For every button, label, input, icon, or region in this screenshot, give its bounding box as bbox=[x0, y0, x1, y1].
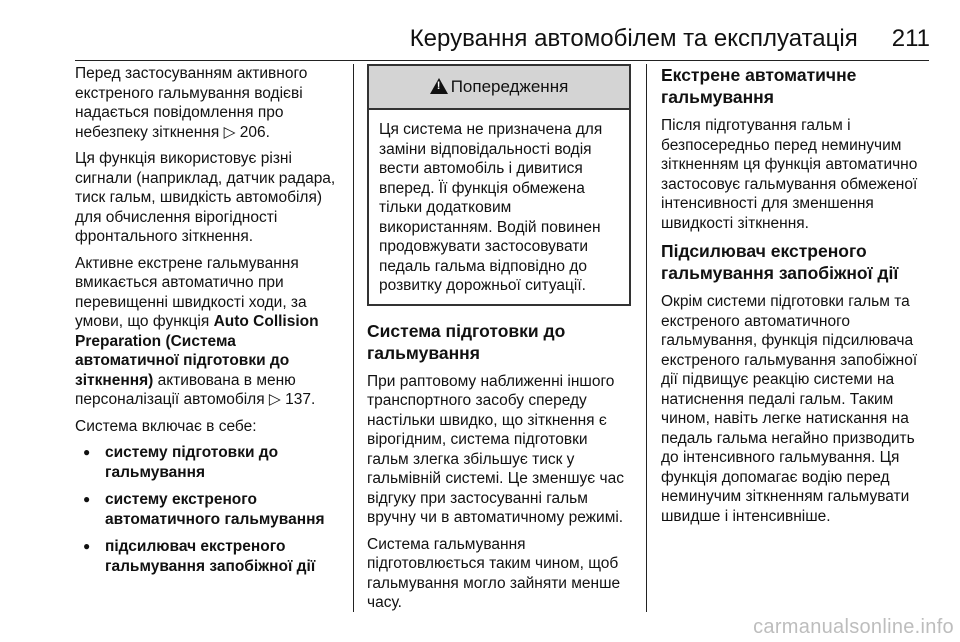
section-heading: Екстрене автоматичне гальмування bbox=[661, 65, 857, 107]
system-list bbox=[75, 443, 340, 576]
paragraph: Після підготування гальм і безпосередньо перед неминучим зіткненням ця функція автоматично застосовує гальмування обмеженої інтенсивності для зменшення швидкості зіткнення. bbox=[661, 117, 918, 232]
header-rule bbox=[75, 60, 929, 61]
list-item: ● систему екстреного автоматичного гальмування bbox=[75, 490, 340, 529]
watermark-logo: carmanualsonline.info bbox=[753, 616, 954, 638]
warning-title: Попередження bbox=[450, 77, 569, 96]
list-item: ● систему підготовки до гальмування bbox=[75, 443, 340, 482]
list-item: ● підсилювач екстреного гальмування запобіжної дії bbox=[75, 537, 340, 576]
section-heading: Підсилювач екстреного гальмування запобіжної дії bbox=[661, 241, 899, 283]
column-left bbox=[75, 64, 340, 584]
chapter-title: Керування автомобілем та експлуатація bbox=[409, 25, 858, 52]
column-middle bbox=[367, 64, 631, 620]
paragraph-warning-info: Перед застосуванням активного екстреного гальмування водієві надається повідомлення про небезпеку зіткнення ▷ 206. bbox=[75, 65, 308, 141]
warning-header bbox=[369, 66, 629, 110]
column-divider-2 bbox=[646, 64, 647, 612]
page-header bbox=[0, 24, 930, 54]
paragraph: Окрім системи підготовки гальм та екстреного автоматичного гальмування, функція підсилювача екстреного гальмування запобіжної дії підвищує реакцію системи на натиснення педалі гальм. Таким чином, навіть легке натискання на педаль гальма негайно призводить до інтенсивного гальмування. Ця функція допомагає водію перед неминучим зіткненням гальмувати швидше і інтенсивніше. bbox=[661, 293, 918, 525]
paragraph: При раптовому наближенні іншого транспортного засобу спереду настільки швидко, що зіткнення є вірогідним, система підготовки гальм злегка збільшує тиск у гальмівній системі. Це зменшує час відгуку при застосуванні гальм вручну чи в автоматичному режимі. bbox=[367, 372, 624, 526]
page-ref-link[interactable]: 206. bbox=[239, 123, 270, 141]
column-right bbox=[661, 64, 931, 533]
warning-triangle-icon bbox=[430, 78, 448, 94]
warning-box bbox=[367, 64, 631, 306]
page-number: 211 bbox=[891, 25, 930, 52]
paragraph: Система гальмування підготовлюється таким чином, щоб гальмування могло зайняти менше часу. bbox=[367, 535, 621, 611]
page-ref-arrow-icon: ▷ bbox=[268, 391, 281, 408]
paragraph-activation: Активне екстрене гальмування вмикається автоматично при перевищенні швидкості ходи, за умови, що функція Auto Collision Preparation (Система автоматичної підготовки до зіткнення) активована в меню персоналізації автомобіля ▷ 137. bbox=[75, 254, 319, 408]
function-name: Auto Collision Preparation (Система автоматичної підготовки до зіткнення) bbox=[75, 313, 319, 389]
page-ref-link[interactable]: 137. bbox=[285, 391, 316, 408]
page-ref-arrow-icon: ▷ bbox=[223, 123, 236, 141]
paragraph-signals: Ця функція використовує різні сигнали (наприклад, датчик радара, тиск гальм, швидкість автомобіля) для обчислення вірогідності фронтального зіткнення. bbox=[75, 150, 336, 245]
column-divider-1 bbox=[353, 64, 354, 612]
warning-text: Ця система не призначена для заміни відповідальності водія вести автомобіль і дивитися вперед. Її функція обмежена тільки додатковим використанням. Водій повинен продовжувати застосовувати педаль гальма відповідно до розвитку дорожньої ситуації. bbox=[379, 121, 603, 294]
paragraph-includes: Система включає в себе: bbox=[75, 417, 257, 435]
section-heading: Система підготовки до гальмування bbox=[367, 320, 566, 363]
